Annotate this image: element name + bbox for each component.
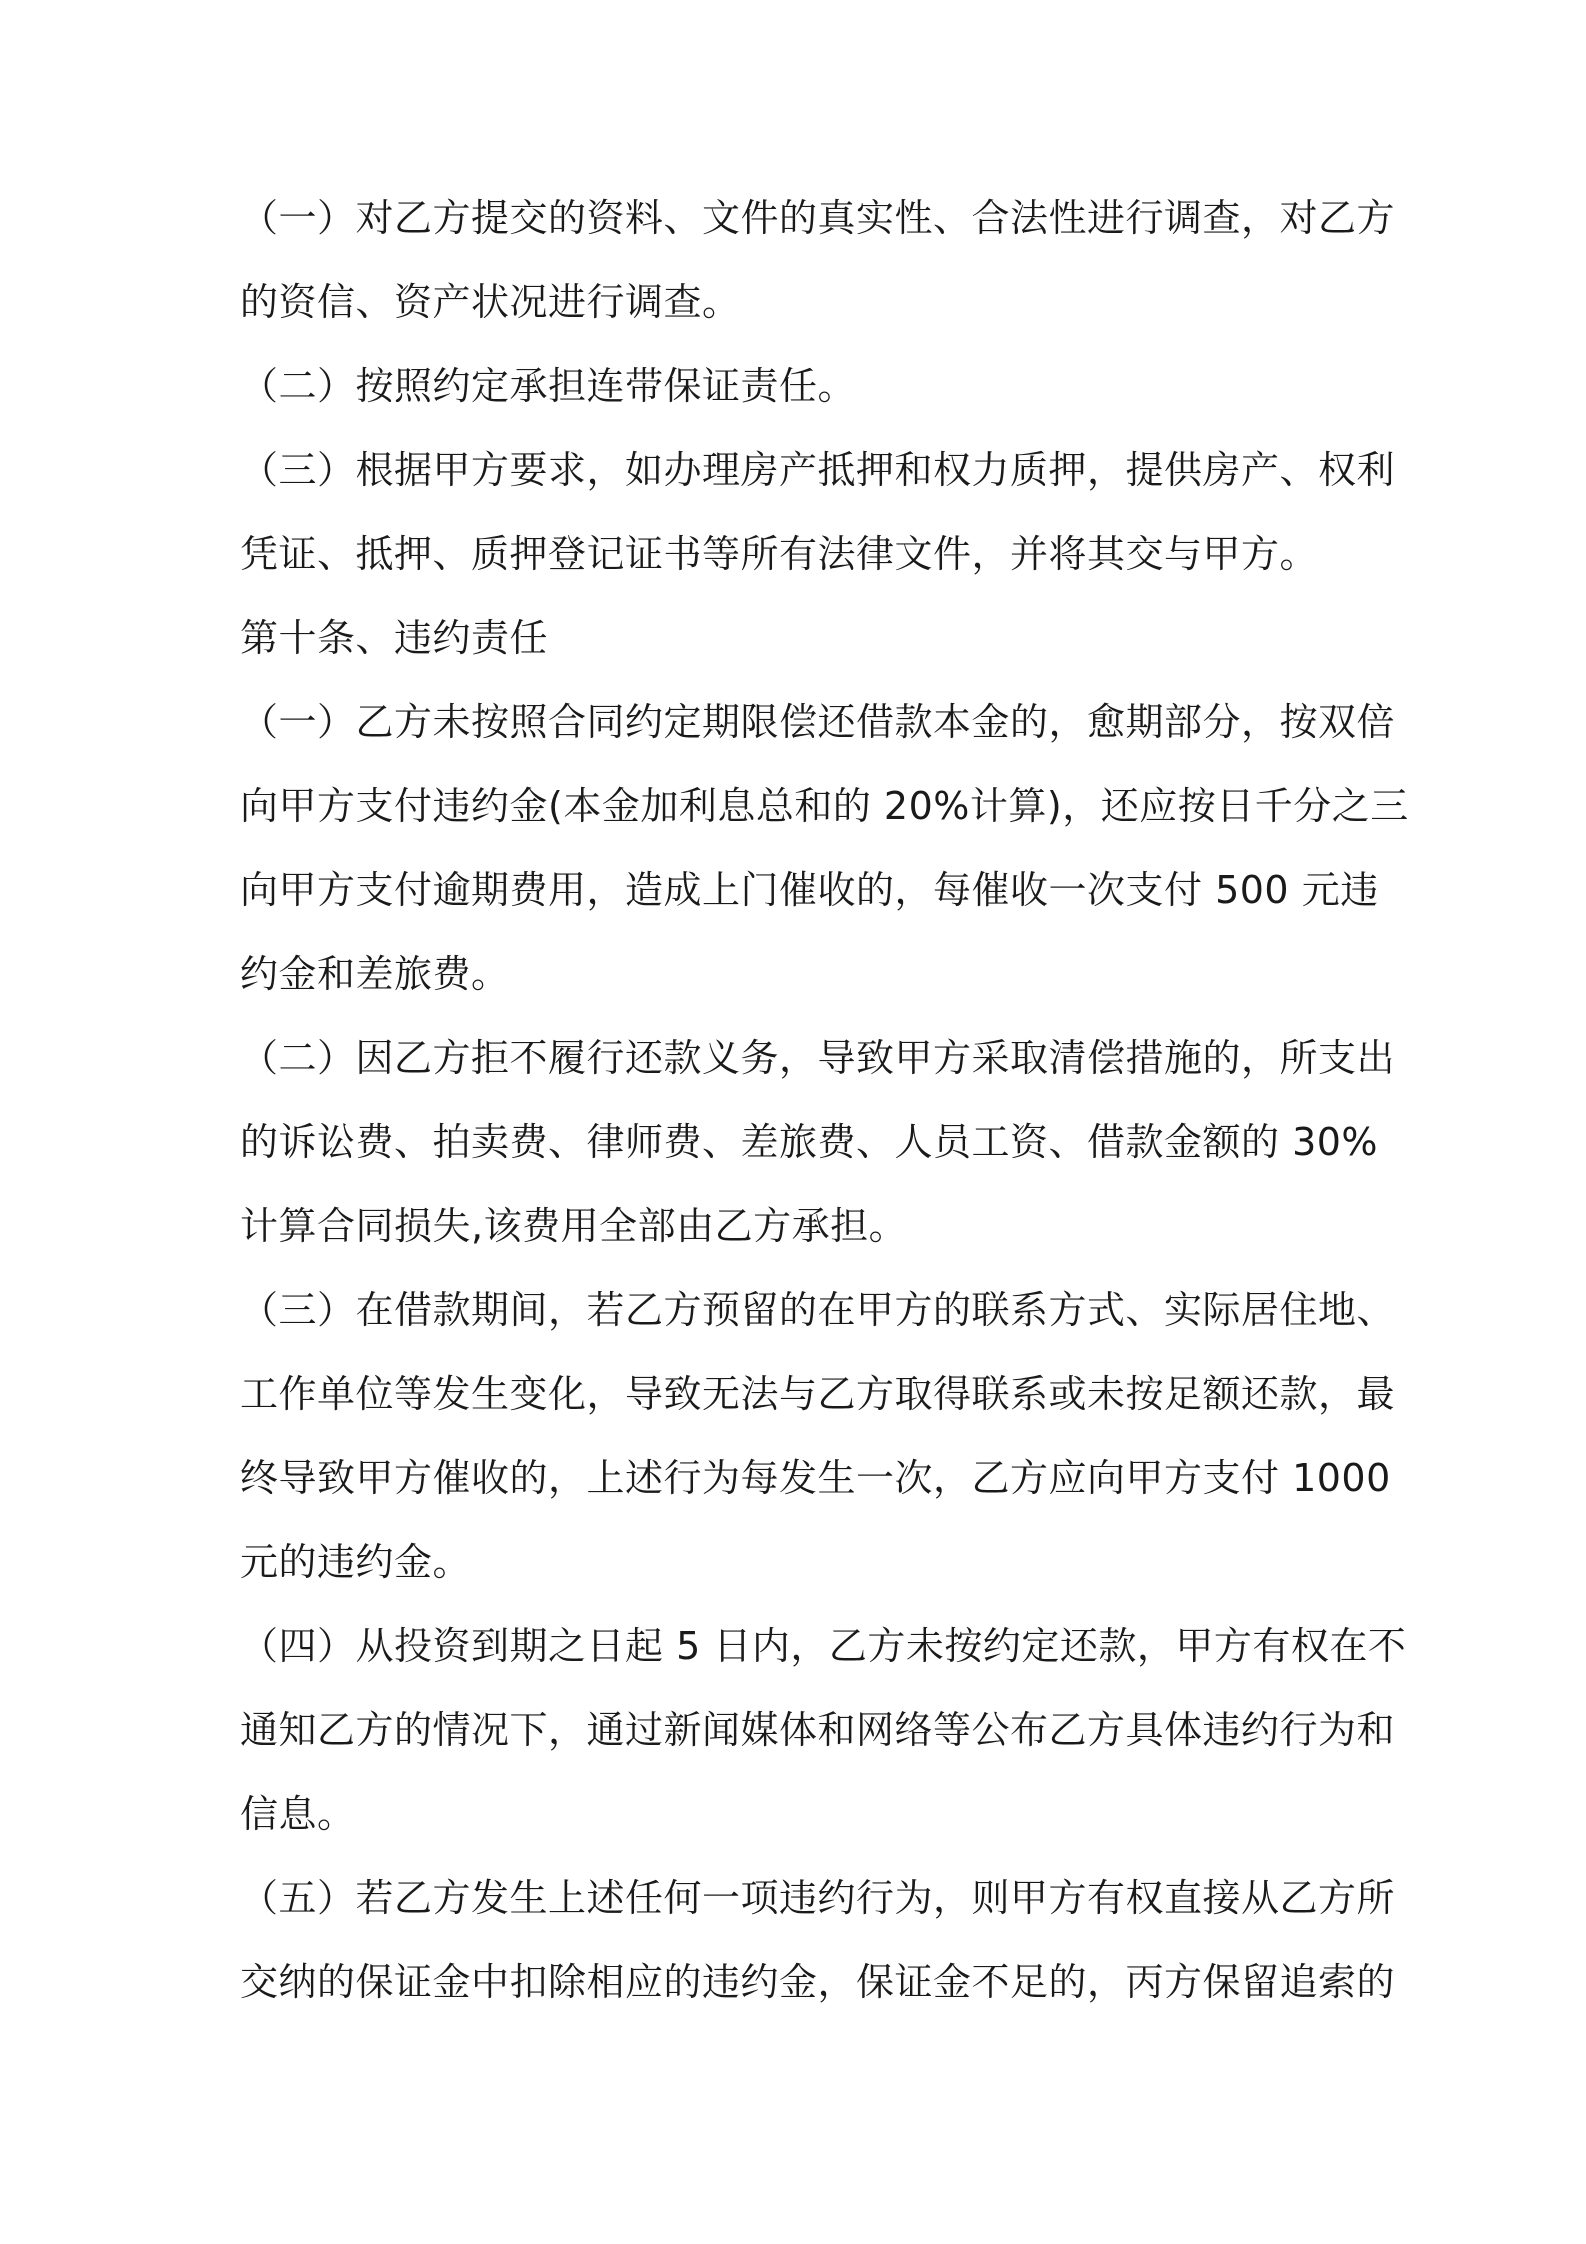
text-line: 向甲方支付违约金(本金加利息总和的 20%计算)，还应按日千分之三: [240, 784, 1409, 828]
text-line: 终导致甲方催收的，上述行为每发生一次，乙方应向甲方支付 1000: [240, 1456, 1391, 1500]
text-line: 计算合同损失,该费用全部由乙方承担。: [240, 1204, 908, 1248]
text-line: （四）从投资到期之日起 5 日内，乙方未按约定还款，甲方有权在不: [240, 1624, 1407, 1668]
text-line: （一）乙方未按照合同约定期限偿还借款本金的，愈期部分，按双倍: [240, 700, 1396, 744]
text-line: 向甲方支付逾期费用，造成上门催收的，每催收一次支付 500 元违: [240, 868, 1379, 912]
text-line: （五）若乙方发生上述任何一项违约行为，则甲方有权直接从乙方所: [240, 1876, 1396, 1920]
text-line: （二）因乙方拒不履行还款义务，导致甲方采取清偿措施的，所支出: [240, 1036, 1396, 1080]
text-line: 凭证、抵押、质押登记证书等所有法律文件，并将其交与甲方。: [240, 532, 1319, 576]
text-line: 元的违约金。: [240, 1540, 472, 1584]
text-line: （三）在借款期间，若乙方预留的在甲方的联系方式、实际居住地、: [240, 1288, 1396, 1332]
text-line: 信息。: [240, 1792, 356, 1836]
text-line: 的资信、资产状况进行调查。: [240, 280, 741, 324]
document-body: [240, 195, 1409, 2005]
text-line: （二）按照约定承担连带保证责任。: [240, 364, 857, 408]
text-line: 交纳的保证金中扣除相应的违约金，保证金不足的，丙方保留追索的: [240, 1960, 1396, 2004]
text-line: （一）对乙方提交的资料、文件的真实性、合法性进行调查，对乙方: [240, 196, 1396, 240]
text-line: 约金和差旅费。: [240, 952, 510, 996]
text-line: 的诉讼费、拍卖费、律师费、差旅费、人员工资、借款金额的 30%: [240, 1120, 1379, 1164]
section-heading: 第十条、违约责任: [240, 616, 549, 660]
text-line: 通知乙方的情况下，通过新闻媒体和网络等公布乙方具体违约行为和: [240, 1708, 1396, 1752]
text-line: （三）根据甲方要求，如办理房产抵押和权力质押，提供房产、权利: [240, 448, 1396, 492]
text-line: 工作单位等发生变化，导致无法与乙方取得联系或未按足额还款，最: [240, 1372, 1396, 1416]
